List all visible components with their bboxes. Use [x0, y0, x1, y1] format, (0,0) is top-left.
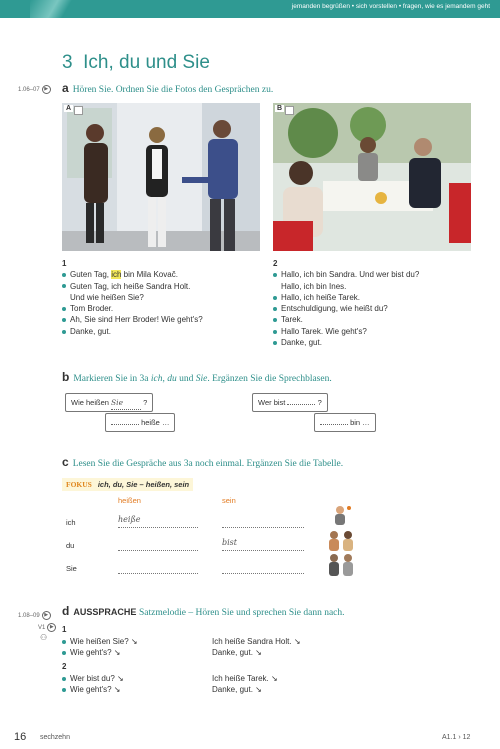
group-1-number: 1: [62, 625, 67, 634]
photo-a-image: [62, 103, 260, 251]
photo-b-label: B: [277, 105, 283, 112]
persons-du-icon: [326, 530, 356, 552]
audio-code-text: 1.08–09: [18, 613, 40, 620]
photo-a: [62, 103, 260, 251]
photo-a-label: A: [66, 105, 72, 112]
task-instruction: Lesen Sie die Gespräche aus 3a noch einmal. Ergänzen Sie die Tabelle.: [72, 459, 344, 469]
dialog-2: [273, 258, 473, 348]
person-ich-icon: [330, 505, 355, 527]
task-instruction: Satzmelodie – Hören Sie und sprechen Sie dann nach.: [139, 608, 345, 618]
speech-bubble-3: Wer bist ?: [252, 393, 328, 412]
level-indicator: A1.1 › 12: [442, 734, 471, 741]
group-2-left: Wer bist du? ↘ Wie geht's? ↘: [62, 673, 124, 695]
photo-b: [273, 103, 471, 251]
nav-item-ask: fragen, wie es jemandem geht: [402, 3, 490, 10]
task-letter: b: [62, 370, 70, 384]
task-letter: d: [62, 604, 70, 618]
audio-code-a: [18, 85, 51, 94]
header-nav: jemanden begrüßen • sich vorstellen • fragen, wie es jemandem geht: [291, 3, 490, 10]
photo-b-checkbox[interactable]: [285, 106, 294, 115]
task-a: [62, 81, 273, 95]
dialog-line: Hallo, ich bin Ines.: [281, 281, 347, 291]
header-stripe: [30, 0, 90, 18]
cell-sie-heissen[interactable]: [118, 561, 198, 574]
play-icon[interactable]: ▶: [42, 611, 51, 620]
fokus-label: FOKUS: [66, 480, 92, 489]
dialog-1-number: 1: [62, 259, 67, 268]
bubble-4-blank[interactable]: [320, 424, 348, 425]
play-icon[interactable]: ▶: [47, 623, 56, 632]
task-d: [62, 604, 345, 618]
task-instruction: Markieren Sie in 3a ich, du und Sie. Ergänzen Sie die Sprechblasen.: [73, 374, 332, 384]
row-label-sie: Sie: [66, 564, 77, 573]
partner-icon: ⚇: [40, 633, 48, 642]
photo-a-checkbox[interactable]: [74, 106, 83, 115]
dialog-line: Hallo Tarek. Wie geht's?: [273, 326, 473, 337]
nav-item-greet: jemanden begrüßen: [291, 3, 350, 10]
page-number: 16: [14, 731, 27, 743]
dialog-line: Hallo, ich heiße Tarek.: [273, 292, 473, 303]
speech-bubble-2: heiße …: [105, 413, 175, 432]
cell-sie-sein[interactable]: [222, 561, 304, 574]
video-code-text: V1: [38, 625, 46, 632]
dialog-line: Tom Broder.: [62, 303, 262, 314]
dialog-line: Danke, gut.: [273, 337, 473, 348]
play-icon[interactable]: ▶: [42, 85, 51, 94]
page-word: sechzehn: [40, 734, 70, 741]
col-header-heissen: heißen: [118, 496, 141, 505]
task-b: [62, 370, 332, 384]
photo-b-image: [273, 103, 471, 251]
dialog-1: [62, 258, 262, 337]
highlight-ich: ich: [111, 270, 122, 280]
group-1-right: Ich heiße Sandra Holt. ↘ Danke, gut. ↘: [212, 637, 301, 657]
dialog-line: Und wie heißen Sie?: [70, 292, 144, 302]
pronunciation-keyword: AUSSPRACHE: [73, 607, 137, 617]
task-letter: c: [62, 455, 69, 469]
group-2-number: 2: [62, 662, 67, 671]
bubble-3-blank[interactable]: [287, 404, 315, 405]
bubble-1-answer[interactable]: Sie: [111, 396, 141, 410]
cell-du-sein[interactable]: bist: [222, 538, 304, 551]
dialog-line: Ah, Sie sind Herr Broder! Wie geht's?: [62, 314, 262, 325]
nav-item-introduce: sich vorstellen: [355, 3, 398, 10]
fokus-box: [62, 478, 193, 491]
audio-code-d: [18, 611, 51, 620]
cell-du-heissen[interactable]: [118, 538, 198, 551]
dialog-line: Guten Tag, ich heiße Sandra Holt.: [62, 281, 262, 292]
dialog-line: Danke, gut.: [62, 326, 262, 337]
dialog-2-number: 2: [273, 259, 278, 268]
dialog-line: Entschuldigung, wie heißt du?: [273, 303, 473, 314]
audio-code-text: 1.06–07: [18, 87, 40, 94]
persons-sie-icon: [326, 553, 356, 577]
cell-ich-heissen[interactable]: heiße: [118, 515, 198, 528]
page-title: 3 Ich, du und Sie: [62, 52, 210, 73]
dialog-line: Hallo, ich bin Sandra. Und wer bist du?: [273, 269, 473, 280]
col-header-sein: sein: [222, 496, 236, 505]
speech-bubble-1: Wie heißen Sie ?: [65, 393, 153, 412]
fokus-title: ich, du, Sie – heißen, sein: [97, 480, 190, 489]
speech-bubble-4: bin …: [314, 413, 376, 432]
dialog-line: Guten Tag, ich bin Mila Kovač.: [62, 269, 262, 280]
task-c: [62, 455, 343, 469]
row-label-du: du: [66, 541, 75, 550]
dialog-line: Tarek.: [273, 314, 473, 325]
video-code-d: [38, 623, 56, 632]
header-bar: [0, 0, 500, 18]
bubble-2-blank[interactable]: [111, 424, 139, 425]
group-2-right: Ich heiße Tarek. ↘ Danke, gut. ↘: [212, 674, 278, 694]
row-label-ich: ich: [66, 518, 76, 527]
task-instruction: Hören Sie. Ordnen Sie die Fotos den Gesprächen zu.: [72, 85, 274, 95]
group-1-left: Wie heißen Sie? ↘ Wie geht's? ↘: [62, 636, 138, 658]
cell-ich-sein[interactable]: [222, 515, 304, 528]
task-letter: a: [62, 81, 69, 95]
